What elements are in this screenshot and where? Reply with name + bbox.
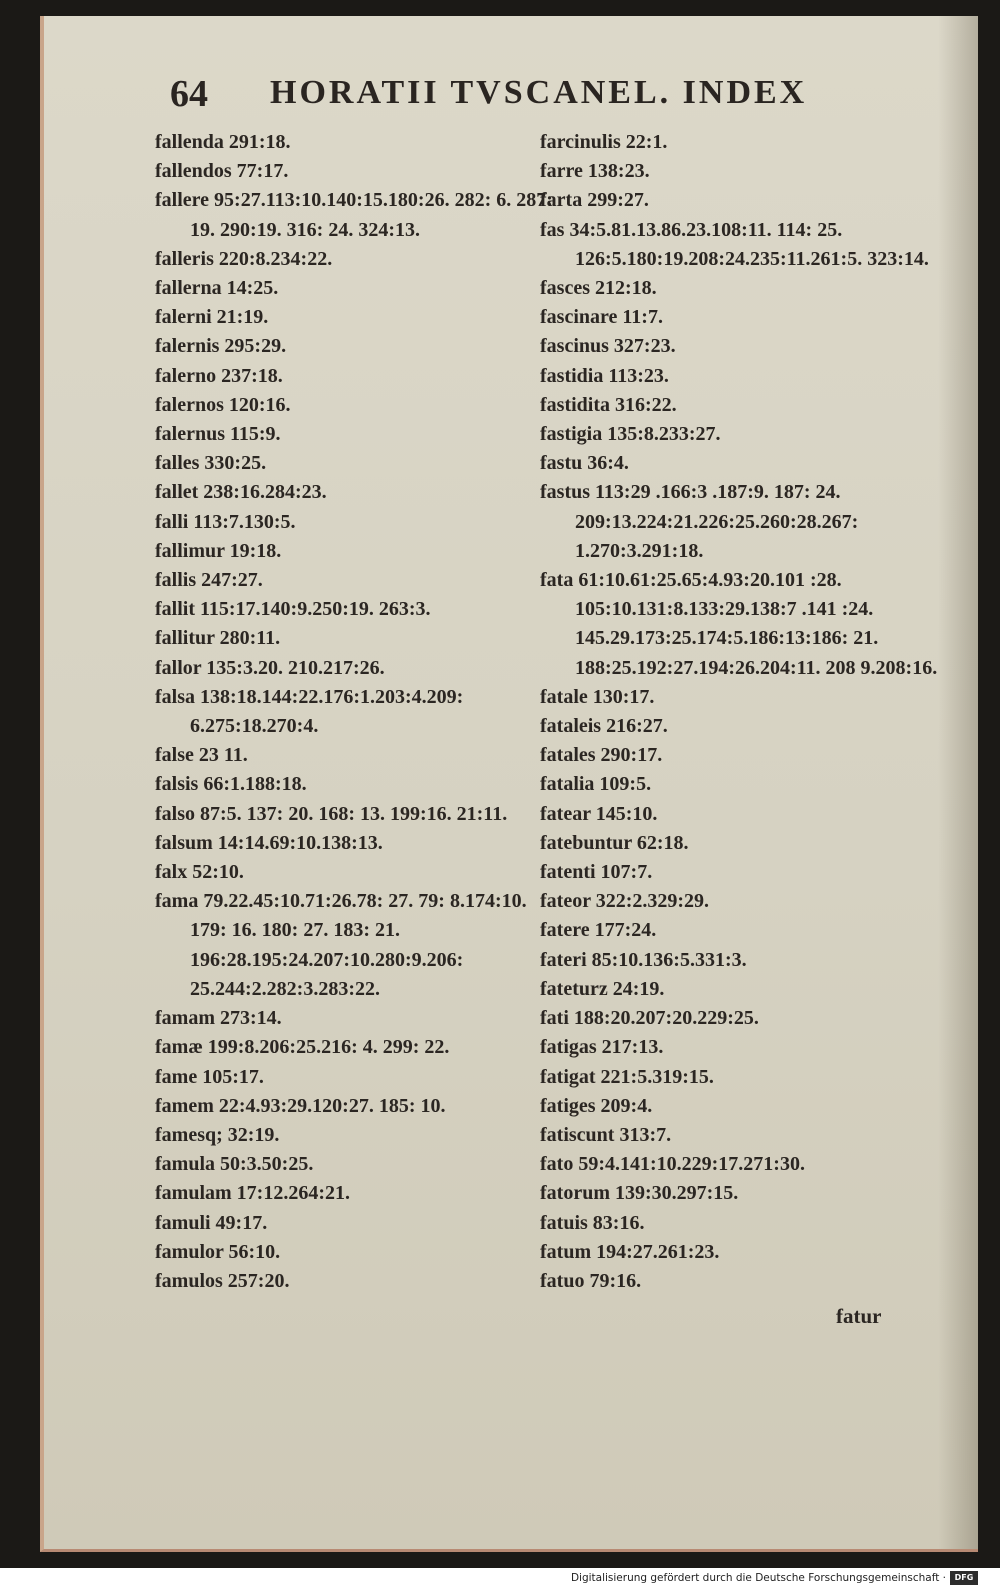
index-entry: fallenda 291:18.	[155, 131, 291, 153]
index-entry: famulam 17:12.264:21.	[155, 1182, 350, 1205]
index-entry: fallet 238:16.284:23.	[155, 481, 327, 504]
index-entry: false 23 11.	[155, 744, 248, 767]
index-entry: famesq; 32:19.	[155, 1123, 280, 1146]
index-entry: farcinulis 22:1.	[540, 131, 668, 153]
index-entry: fatales 290:17.	[540, 744, 663, 767]
index-entry: fatear 145:10.	[540, 802, 658, 825]
index-entry: fascinare 11:7.	[540, 306, 663, 329]
index-entry: famæ 199:8.206:25.216: 4. 299: 22.	[155, 1036, 450, 1059]
index-entry: falerni 21:19.	[155, 306, 269, 329]
index-entry: fallimur 19:18.	[155, 539, 282, 562]
index-entry: fatuis 83:16.	[540, 1211, 645, 1234]
index-entry: falsis 66:1.188:18.	[155, 773, 307, 796]
page-number: 64	[170, 73, 208, 115]
index-entry: fateturz 24:19.	[540, 977, 665, 1000]
index-entry: fatigas 217:13.	[540, 1036, 664, 1059]
index-column-right	[540, 128, 960, 1296]
index-entry: fatorum 139:30.297:15.	[540, 1182, 739, 1205]
index-entry: famam 273:14.	[155, 1007, 282, 1030]
index-entry: fatiges 209:4.	[540, 1094, 653, 1117]
index-entry: fama 79.22.45:10.71:26.78: 27. 79: 8.174:10. 179: 16. 180: 27. 183: 21. 196:28.195:24.207:10.280:9.206: 25.244:2.282:3.283:22.	[155, 890, 527, 1000]
index-entry: famem 22:4.93:29.120:27. 185: 10.	[155, 1094, 446, 1117]
index-entry: fallitur 280:11.	[155, 627, 281, 650]
index-entry: fatiscunt 313:7.	[540, 1123, 672, 1146]
index-entry: falsum 14:14.69:10.138:13.	[155, 831, 383, 854]
index-entry: fame 105:17.	[155, 1065, 264, 1088]
index-entry: fatere 177:24.	[540, 919, 657, 942]
index-entry: fastu 36:4.	[540, 452, 629, 475]
index-entry: fallis 247:27.	[155, 569, 263, 592]
index-entry: fastidia 113:23.	[540, 364, 669, 387]
index-entry: fateri 85:10.136:5.331:3.	[540, 948, 747, 971]
index-entry: fastigia 135:8.233:27.	[540, 423, 721, 446]
index-entry: fallendos 77:17.	[155, 160, 289, 183]
digitization-footer	[0, 1568, 1000, 1590]
index-entry: falx 52:10.	[155, 861, 244, 884]
index-entry: fallere 95:27.113:10.140:15.180:26. 282: 6. 287: 19. 290:19. 316: 24. 324:13.	[155, 189, 553, 241]
index-entry: famuli 49:17.	[155, 1211, 268, 1234]
index-entry: fallor 135:3.20. 210.217:26.	[155, 656, 385, 679]
index-entry: fatenti 107:7.	[540, 861, 653, 884]
index-entry: fatigat 221:5.319:15.	[540, 1065, 714, 1088]
index-entry: falleris 220:8.234:22.	[155, 247, 333, 270]
dfg-logo-icon: DFG	[950, 1571, 978, 1585]
index-entry: famulos 257:20.	[155, 1269, 290, 1292]
index-entry: fas 34:5.81.13.86.23.108:11. 114: 25. 126:5.180:19.208:24.235:11.261:5. 323:14.	[540, 218, 929, 270]
index-entry: fallit 115:17.140:9.250:19. 263:3.	[155, 598, 431, 621]
index-entry: famula 50:3.50:25.	[155, 1153, 314, 1176]
index-entry: fascinus 327:23.	[540, 335, 676, 358]
index-column-left	[155, 128, 555, 1296]
index-entry: fata 61:10.61:25.65:4.93:20.101 :28. 105:10.131:8.133:29.138:7 .141 :24. 145.29.173:25.174:5.186:13:186: 21. 188:25.192:27.194:26.204:11. 208 9.208:16.	[540, 569, 938, 679]
index-entry: fateor 322:2.329:29.	[540, 890, 710, 913]
index-entry: fatuo 79:16.	[540, 1269, 642, 1292]
index-entry: fato 59:4.141:10.229:17.271:30.	[540, 1153, 805, 1176]
index-entry: falso 87:5. 137: 20. 168: 13. 199:16. 21:11.	[155, 802, 508, 825]
index-entry: falernis 295:29.	[155, 335, 287, 358]
index-entry: fasces 212:18.	[540, 277, 657, 300]
index-entry: fatum 194:27.261:23.	[540, 1240, 720, 1263]
page-header	[170, 72, 870, 122]
index-entry: fatale 130:17.	[540, 685, 655, 708]
catchword: fatur	[836, 1304, 882, 1328]
index-entry: fatebuntur 62:18.	[540, 831, 689, 854]
index-entry: fastidita 316:22.	[540, 393, 677, 416]
index-entry: falerno 237:18.	[155, 364, 283, 387]
index-entry: fataleis 216:27.	[540, 715, 668, 738]
index-entry: famulor 56:10.	[155, 1240, 281, 1263]
index-entry: falli 113:7.130:5.	[155, 510, 296, 533]
index-entry: falsa 138:18.144:22.176:1.203:4.209: 6.275:18.270:4.	[155, 685, 464, 738]
index-entry: falernos 120:16.	[155, 393, 291, 416]
index-entry: farre 138:23.	[540, 160, 650, 183]
index-entry: fatalia 109:5.	[540, 773, 652, 796]
index-entry: falernus 115:9.	[155, 423, 281, 446]
index-entry: fastus 113:29 .166:3 .187:9. 187: 24. 209:13.224:21.226:25.260:28.267: 1.270:3.291:18.	[540, 481, 859, 562]
index-entry: falles 330:25.	[155, 452, 267, 475]
footer-credit: Digitalisierung gefördert durch die Deutsche Forschungsgemeinschaft ·	[570, 1572, 946, 1584]
running-title: HORATII TVSCANEL. INDEX	[270, 74, 808, 111]
index-entry: fallerna 14:25.	[155, 277, 279, 300]
index-entry: fati 188:20.207:20.229:25.	[540, 1007, 759, 1030]
index-entry: farta 299:27.	[540, 189, 649, 212]
